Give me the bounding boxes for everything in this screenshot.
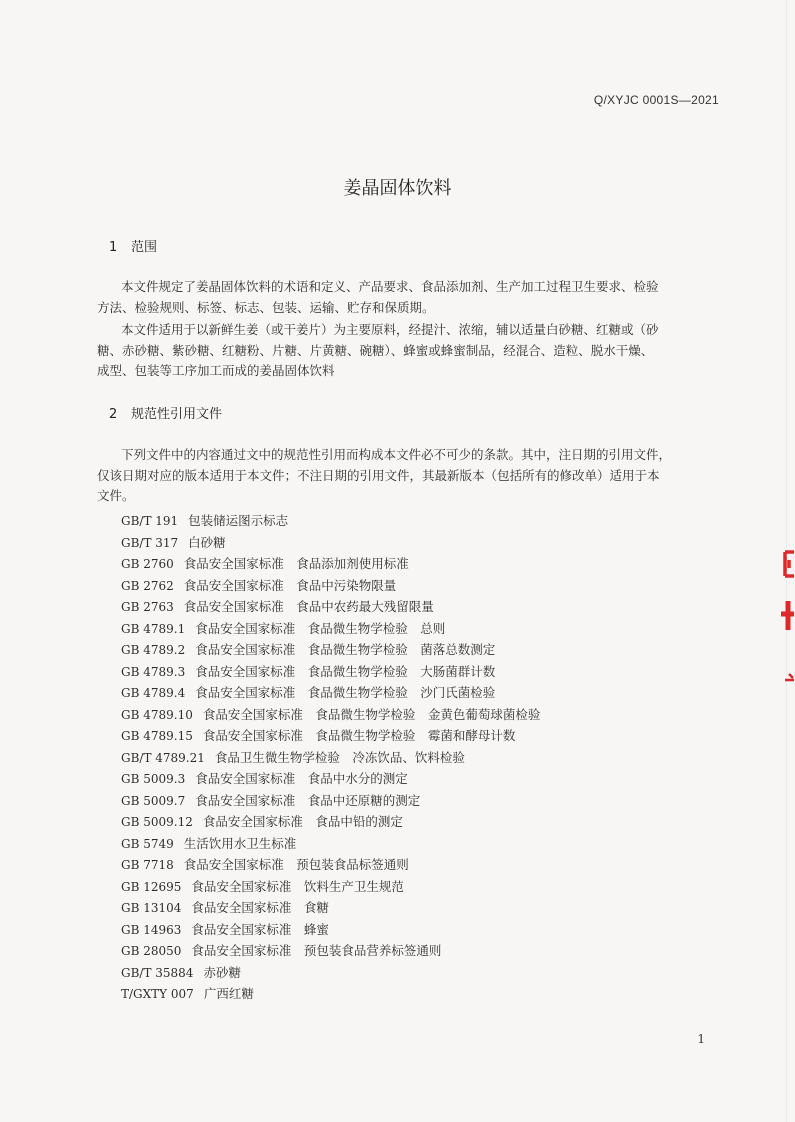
reference-name: 食品安全国家标准 蜂蜜 (191, 921, 329, 937)
reference-code: GB/T 4789.21 (121, 750, 205, 765)
reference-item (121, 833, 540, 855)
section-heading-scope (109, 236, 157, 255)
reference-item (121, 532, 540, 554)
reference-code: GB 4789.10 (121, 707, 193, 722)
reference-name: 食品安全国家标准 食品中污染物限量 (183, 577, 397, 593)
reference-item (121, 940, 540, 962)
reference-code: GB 4789.1 (121, 621, 186, 636)
reference-name: 食品安全国家标准 食品中农药最大残留限量 (183, 599, 434, 614)
reference-code: GB 2760 (121, 557, 174, 571)
page-number: 1 (697, 1032, 705, 1046)
paragraph-line: 糖、赤砂糖、紫砂糖、红糖粉、片糖、片黄糖、碗糖）、蜂蜜或蜂蜜制品，经混合、造粒、脱水干燥、 (97, 342, 654, 358)
reference-name: 食品安全国家标准 食品微生物学检验 金黄色葡萄球菌检验 (202, 706, 541, 722)
reference-item (121, 618, 540, 640)
reference-item (121, 661, 540, 683)
section-number: 1 (109, 240, 118, 255)
reference-item (121, 962, 540, 984)
reference-code: GB 2763 (121, 600, 174, 614)
reference-code: GB 5009.12 (121, 815, 193, 829)
reference-code: GB 5009.3 (121, 772, 186, 786)
reference-item (121, 897, 540, 919)
reference-code: GB/T 35884 (121, 965, 194, 980)
reference-item (121, 876, 540, 898)
reference-item (121, 639, 540, 661)
reference-name: 食品安全国家标准 食品微生物学检验 菌落总数测定 (195, 642, 496, 657)
reference-name: 食品安全国家标准 食品微生物学检验 沙门氏菌检验 (195, 685, 496, 700)
reference-name: 食品安全国家标准 食品微生物学检验 总则 (195, 620, 446, 636)
reference-item (121, 725, 540, 747)
reference-name: 食品安全国家标准 食品添加剂使用标准 (183, 556, 409, 571)
reference-code: GB 4789.2 (121, 643, 186, 657)
paragraph-line: 成型、包装等工序加工而成的姜晶固体饮料 (97, 363, 335, 378)
reference-name: 广西红糖 (203, 986, 254, 1001)
section-title: 范围 (131, 240, 158, 255)
reference-item (121, 790, 540, 812)
reference-name: 食品卫生微生物学检验 冷冻饮品、饮料检验 (214, 749, 465, 765)
section-number: 2 (109, 407, 118, 422)
reference-code: GB 5749 (121, 836, 174, 851)
paragraph-line: 方法、检验规则、标签、标志、包装、运输、贮存和保质期。 (97, 299, 435, 315)
reference-item (121, 983, 540, 1005)
reference-item (121, 747, 540, 769)
paragraph-line: 本文件规定了姜晶固体饮料的术语和定义、产品要求、食品添加剂、生产加工过程卫生要求、检验 (121, 279, 659, 294)
paragraph-line: 下列文件中的内容通过文中的规范性引用而构成本文件必不可少的条款。其中，注日期的引用文件， (121, 447, 672, 462)
scope-paragraph-2 (97, 320, 725, 382)
reference-item (121, 768, 540, 790)
reference-code: GB/T 317 (121, 535, 179, 550)
reference-name: 食品安全国家标准 食糖 (191, 900, 329, 915)
reference-code: T/GXTY 007 (121, 987, 194, 1001)
reference-code: GB 2762 (121, 578, 174, 593)
reference-code: GB 4789.4 (121, 686, 186, 700)
paragraph-line: 仅该日期对应的版本适用于本文件；不注日期的引用文件，其最新版本（包括所有的修改单）适用于本 (97, 467, 660, 483)
paragraph-line: 本文件适用于以新鲜生姜（或干姜片）为主要原料，经提汁、浓缩，辅以适量白砂糖、红糖或（砂 (121, 322, 659, 337)
reference-name: 生活饮用水卫生标准 (183, 835, 297, 851)
reference-item (121, 682, 540, 704)
reference-item (121, 811, 540, 833)
reference-item (121, 596, 540, 618)
reference-list (121, 510, 540, 1005)
reference-name: 食品安全国家标准 食品中铅的测定 (202, 814, 403, 829)
reference-code: GB 13104 (121, 901, 182, 915)
reference-name: 食品安全国家标准 饮料生产卫生规范 (191, 878, 404, 894)
reference-code: GB 28050 (121, 944, 182, 958)
section-title: 规范性引用文件 (131, 407, 223, 422)
reference-name: 食品安全国家标准 食品微生物学检验 大肠菌群计数 (195, 663, 496, 679)
reference-item (121, 919, 540, 941)
reference-name: 食品安全国家标准 食品微生物学检验 霉菌和酵母计数 (202, 728, 516, 743)
reference-code: GB 14963 (121, 922, 182, 937)
reference-item (121, 510, 540, 532)
reference-name: 食品安全国家标准 食品中还原糖的测定 (195, 792, 421, 808)
references-intro-paragraph (97, 445, 725, 507)
reference-item (121, 704, 540, 726)
reference-code: GB 4789.3 (121, 664, 186, 679)
reference-code: GB 5009.7 (121, 793, 186, 808)
reference-name: 赤砂糖 (203, 964, 241, 980)
reference-code: GB/T 191 (121, 514, 179, 528)
reference-name: 食品安全国家标准 食品中水分的测定 (195, 771, 408, 786)
reference-name: 白砂糖 (188, 534, 226, 550)
section-heading-normative-references (109, 403, 222, 422)
document-title: 姜晶固体饮料 (343, 178, 452, 199)
paragraph-line: 文件。 (97, 488, 135, 503)
red-seal-stamp (773, 546, 795, 696)
reference-name: 食品安全国家标准 预包装食品标签通则 (183, 857, 409, 872)
reference-code: GB 4789.15 (121, 729, 193, 743)
reference-code: GB 12695 (121, 879, 182, 894)
reference-code: GB 7718 (121, 858, 174, 872)
reference-item (121, 575, 540, 597)
reference-item (121, 854, 540, 876)
reference-name: 食品安全国家标准 预包装食品营养标签通则 (191, 943, 442, 958)
scope-paragraph-1 (97, 277, 725, 318)
reference-item (121, 553, 540, 575)
reference-name: 包装储运图示标志 (188, 513, 289, 528)
document-code: Q/XYJC 0001S—2021 (593, 93, 719, 107)
